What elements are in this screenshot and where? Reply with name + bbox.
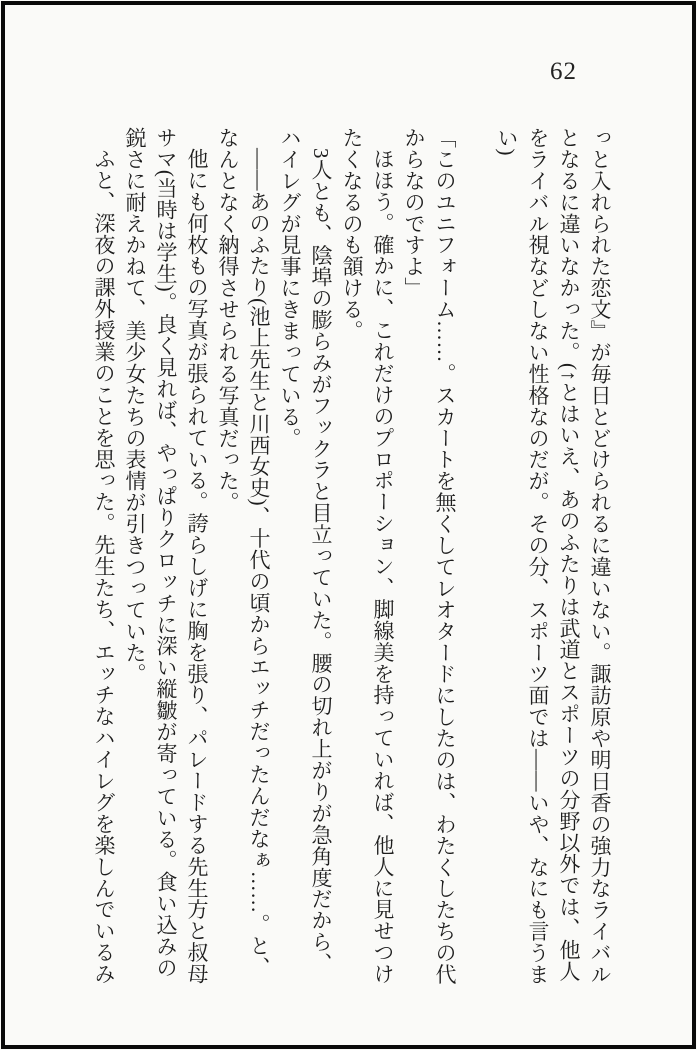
paragraph: っと入れられた恋文』が毎日とどけられるに違いない。諏訪原や明日香の強力なライバルとなるに違いなかった。(↑とはいえ、あのふたりは武道とスポーツの分野以外では、他人をライバル視などしない性格なのだが。その分、スポーツ面では――いや、なにも言うまい) [495, 127, 612, 985]
paragraph: 3人とも、陰埠の膨らみがフックラと目立っていた。腰の切れ上がりが急角度だから、ハイレグが見事にきまっている。 [278, 127, 333, 975]
vertical-text-body [88, 127, 615, 985]
page-number: 62 [550, 58, 577, 85]
paragraph: 「このユニフォーム……。スカートを無くしてレオタードにしたのは、わたくしたちの代からなのですよ」 [402, 127, 457, 985]
paragraph: 他にも何枚もの写真が張られている。誇らしげに胸を張り、パレードする先生方と叔母サマ(当時は学生)。良く見れば、やっぱりクロッチに深い縦皺が寄っている。食い込みの鋭さに耐えかねて、美少女たちの表情が引きつっていた。 [123, 127, 209, 985]
paragraph: ――あのふたり(池上先生と川西女史)、十代の頃からエッチだったんだなぁ……。と、なんとなく納得させられる写真だった。 [216, 127, 271, 978]
paragraph: ふと、深夜の課外授業のことを思った。先生たち、エッチなハイレグを楽しんでいるみ [92, 148, 116, 985]
paragraph: ほほう。確かに、これだけのプロポーション、脚線美を持っていれば、他人に見せつけたくなるのも頷ける。 [340, 127, 395, 985]
